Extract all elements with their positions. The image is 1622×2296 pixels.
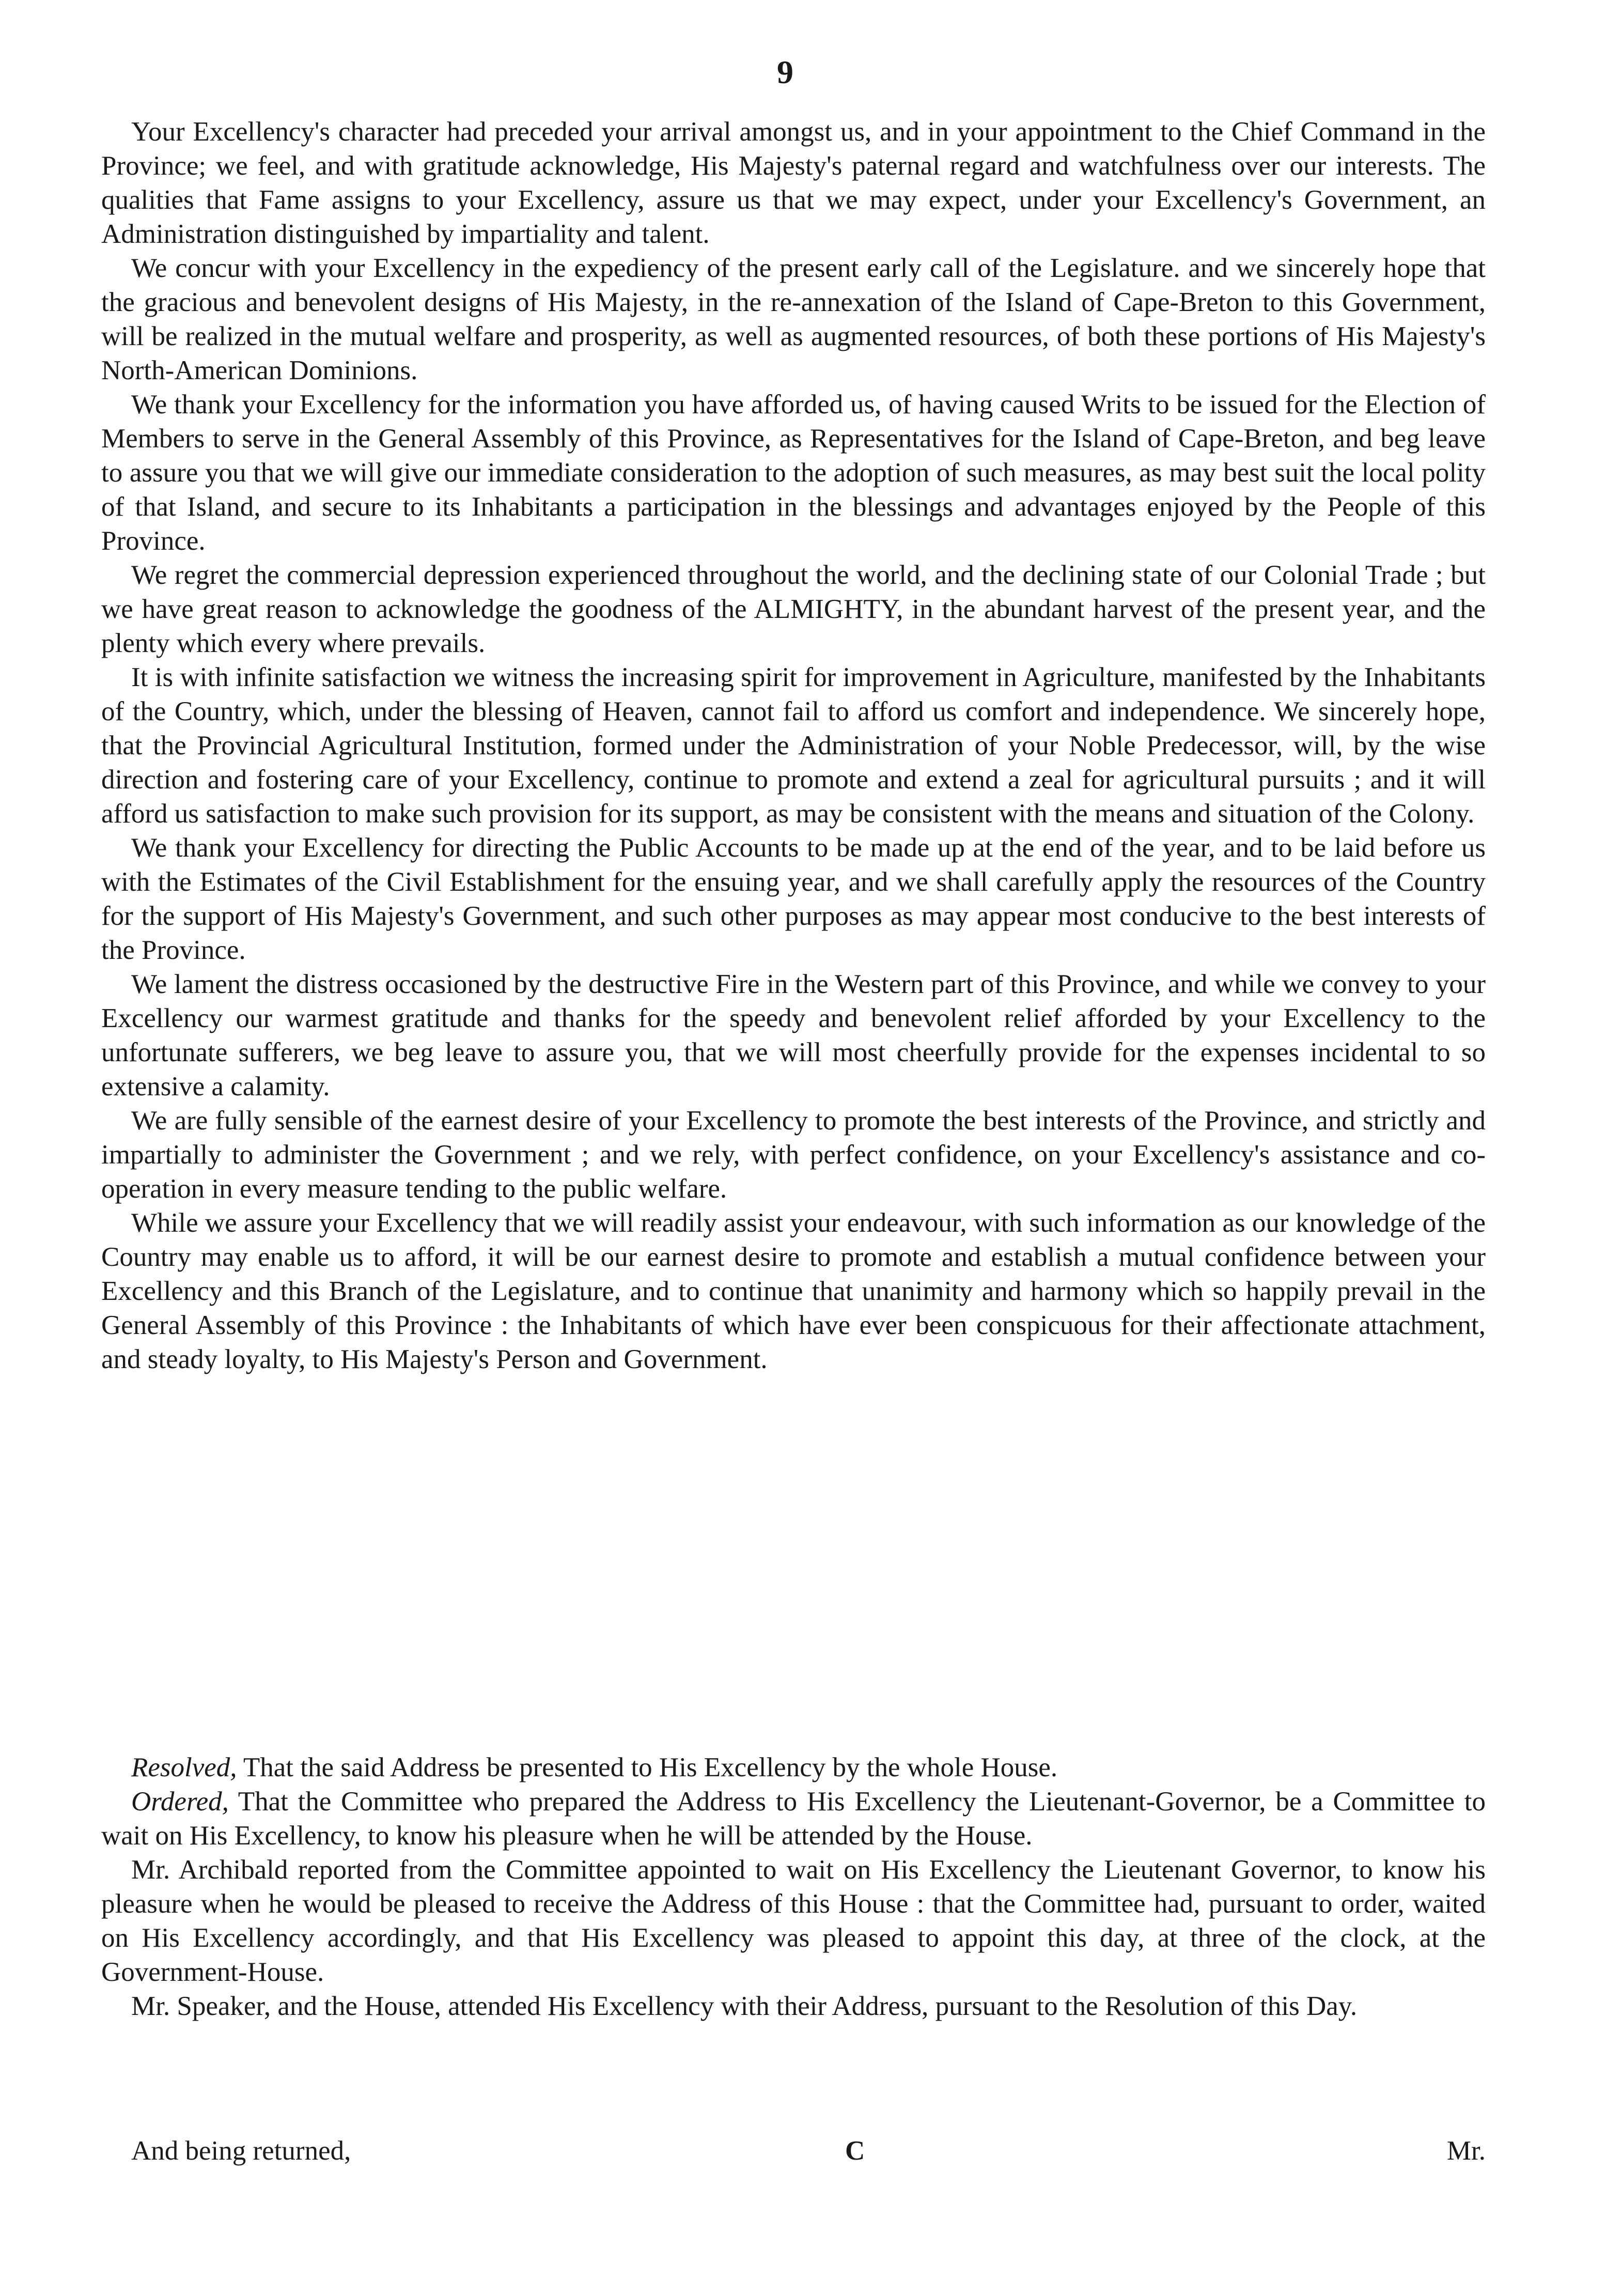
resolved-text: That the said Address be presented to His Excellency by the whole House.: [237, 1752, 1058, 1782]
address-body: [101, 115, 1486, 1376]
page-number: 9: [777, 54, 793, 90]
closing-line: And being returned,: [131, 2136, 351, 2166]
proceedings-section: [101, 1750, 1486, 2023]
address-paragraph-assurance: While we assure your Excellency that we will readily assist your endeavour, with such information as our knowledge of the Country may enable us to afford, it will be our earnest desire to promote and establish a mutual confidence between your Excellency and this Branch of the Legislature, and to continue that unanimity and harmony which so happily prevail in the General Assembly of this Province : the Inhabitants of which have ever been conspicuous for their affectionate attachment, and steady loyalty, to His Majesty's Person and Government.: [101, 1208, 1486, 1374]
address-paragraph-accounts: We thank your Excellency for directing the Public Accounts to be made up at the end of the year, and to be laid before us with the Estimates of the Civil Establishment for the ensuing year, and we shall carefully apply the resources of the Country for the support of His Majesty's Government, and such other purposes as may appear most conducive to the best interests of the Province.: [101, 833, 1486, 965]
address-paragraph-government: We are fully sensible of the earnest desire of your Excellency to promote the best interests of the Province, and strictly and impartially to administer the Government ; and we rely, with perfect confidence, on your Excellency's assistance and co-operation in every measure tending to the public welfare.: [101, 1106, 1486, 1204]
committee-report-paragraph: Mr. Archibald reported from the Committee appointed to wait on His Excellency the Lieutenant Governor, to know his pleasure when he would be pleased to receive the Address of this House : that the Committee had, pursuant to order, waited on His Excellency accordingly, and that His Excellency was pleased to appoint this day, at three of the clock, at the Government-House.: [101, 1855, 1486, 1987]
catchword: Mr.: [1446, 2136, 1486, 2166]
address-paragraph-character: Your Excellency's character had preceded your arrival amongst us, and in your appointment to the Chief Command in the Province; we feel, and with gratitude acknowledge, His Majesty's paternal regard and watchfulness over our interests. The qualities that Fame assigns to your Excellency, assure us that we may expect, under your Excellency's Government, an Administration distinguished by impartiality and talent.: [101, 117, 1486, 249]
resolved-lead: Resolved,: [131, 1752, 237, 1782]
address-paragraph-writs: We thank your Excellency for the information you have afforded us, of having caused Writs to be issued for the Election of Members to serve in the General Assembly of this Province, as Representatives for the Island of Cape-Breton, and beg leave to assure you that we will give our immediate consideration to the adoption of such measures, as may best suit the local polity of that Island, and secure to its Inhabitants a participation in the blessings and advantages enjoyed by the People of this Province.: [101, 390, 1486, 556]
ordered-lead: Ordered,: [131, 1787, 229, 1817]
resolution-paragraph: [101, 1750, 1486, 1785]
page-footer: [101, 2134, 1486, 2170]
order-paragraph: [101, 1785, 1486, 1853]
address-paragraph-trade: We regret the commercial depression experienced throughout the world, and the declining state of our Colonial Trade ; but we have great reason to acknowledge the goodness of the ALMIGHTY, in the abundant harvest of the present year, and the plenty which every where prevails.: [101, 560, 1486, 658]
attendance-paragraph: Mr. Speaker, and the House, attended His Excellency with their Address, pursuant to the Resolution of this Day.: [131, 1991, 1358, 2021]
address-paragraph-agriculture: It is with infinite satisfaction we witness the increasing spirit for improvement in Agriculture, manifested by the Inhabitants of the Country, which, under the blessing of Heaven, cannot fail to afford us comfort and independence. We sincerely hope, that the Provincial Agricultural Institution, formed under the Administration of your Noble Predecessor, will, by the wise direction and fostering care of your Excellency, continue to promote and extend a zeal for agricultural pursuits ; and it will afford us satisfaction to make such provision for its support, as may be consistent with the means and situation of the Colony.: [101, 662, 1486, 829]
address-paragraph-fire: We lament the distress occasioned by the destructive Fire in the Western part of this Province, and while we convey to your Excellency our warmest gratitude and thanks for the speedy and benevolent relief afforded by your Excellency to the unfortunate sufferers, we beg leave to assure you, that we will most cheerfully provide for the expenses incidental to so extensive a calamity.: [101, 969, 1486, 1102]
ordered-text: That the Committee who prepared the Address to His Excellency the Lieutenant-Governor, be a Committee to wait on His Excellency, to know his pleasure when he will be attended by the House.: [101, 1787, 1486, 1851]
signature-mark: C: [845, 2136, 865, 2166]
address-paragraph-legislature: We concur with your Excellency in the expediency of the present early call of the Legislature. and we sincerely hope that the gracious and benevolent designs of His Majesty, in the re-annexation of the Island of Cape-Breton to this Government, will be realized in the mutual welfare and prosperity, as well as augmented resources, of both these portions of His Majesty's North-American Dominions.: [101, 253, 1486, 385]
